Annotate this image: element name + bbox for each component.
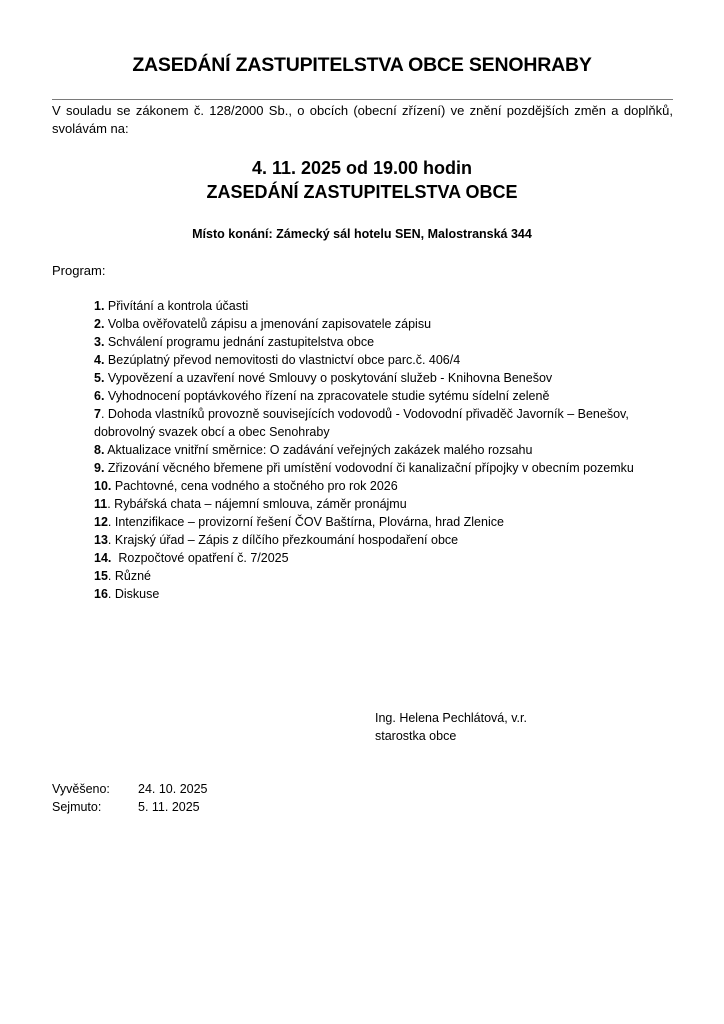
- agenda-item-number: 1.: [94, 299, 105, 313]
- agenda-item-number: 5.: [94, 371, 105, 385]
- removed-row: [52, 798, 208, 816]
- agenda-item-text: Intenzifikace – provizorní řešení ČOV Baštírna, Plovárna, hrad Zlenice: [111, 515, 504, 529]
- agenda-item-number: 12: [94, 515, 108, 529]
- agenda-item-text: Pachtovné, cena vodného a stočného pro rok 2026: [111, 479, 398, 493]
- agenda-item: [94, 477, 694, 495]
- agenda-item-number: 15: [94, 569, 108, 583]
- agenda-item-text: Schválení programu jednání zastupitelstva obce: [104, 335, 375, 349]
- title-divider: [52, 99, 673, 100]
- signatory-role: starostka obce: [375, 729, 457, 743]
- agenda-item-number: 11: [94, 497, 108, 511]
- agenda-item: [94, 441, 694, 459]
- agenda-list: [94, 297, 694, 603]
- meeting-place: Místo konání: Zámecký sál hotelu SEN, Malostranská 344: [192, 227, 532, 241]
- agenda-item: [94, 495, 694, 513]
- agenda-item: [94, 369, 694, 387]
- posted-label: Vyvěšeno:: [52, 782, 110, 796]
- agenda-item-number: 2.: [94, 317, 105, 331]
- agenda-item-number: 6.: [94, 389, 105, 403]
- agenda-item-text: Volba ověřovatelů zápisu a jmenování zapisovatele zápisu: [104, 317, 432, 331]
- posted-date: 24. 10. 2025: [138, 782, 208, 796]
- agenda-item: [94, 405, 684, 441]
- agenda-item: [94, 459, 694, 477]
- agenda-item: [94, 333, 694, 351]
- agenda-item-text: Krajský úřad – Zápis z dílčího přezkoumání hospodaření obce: [111, 533, 459, 547]
- agenda-item: [94, 567, 694, 585]
- meeting-date: 4. 11. 2025 od 19.00 hodin: [251, 158, 473, 178]
- agenda-item-text: Dohoda vlastníků provozně souvisejících vodovodů - Vodovodní přivaděč Javorník – Benešov, dobrovolný svazek obcí a obec Senohraby: [94, 407, 629, 439]
- agenda-item: [94, 585, 694, 603]
- agenda-item-number: 7: [94, 407, 101, 421]
- agenda-item: [94, 531, 694, 549]
- removed-date: 5. 11. 2025: [138, 800, 200, 814]
- agenda-item: [94, 549, 694, 567]
- signature-block: [375, 709, 527, 745]
- agenda-item-number: 9.: [94, 461, 105, 475]
- agenda-item-text: Diskuse: [111, 587, 160, 601]
- signatory-name: Ing. Helena Pechlátová, v.r.: [375, 711, 527, 725]
- agenda-item: [94, 315, 694, 333]
- agenda-item-text: Vypovězení a uzavření nové Smlouvy o poskytování služeb - Knihovna Benešov: [104, 371, 553, 385]
- agenda-item-text: Zřizování věcného břemene při umístění vodovodní či kanalizační přípojky v obecním pozemku: [104, 461, 634, 475]
- posted-row: [52, 780, 208, 798]
- agenda-item-number: 8.: [94, 443, 105, 457]
- agenda-item-text: Rybářská chata – nájemní smlouva, záměr pronájmu: [110, 497, 407, 511]
- intro-paragraph: V souladu se zákonem č. 128/2000 Sb., o obcích (obecní zřízení) ve znění pozdějších změn a doplňků, svolávám na:: [52, 103, 673, 136]
- agenda-item-separator: .: [107, 569, 112, 583]
- agenda-item-number: 10.: [94, 479, 112, 493]
- agenda-item: [94, 297, 694, 315]
- agenda-item-separator: .: [100, 407, 105, 421]
- agenda-item-number: 16: [94, 587, 108, 601]
- agenda-item-number: 14.: [94, 551, 112, 565]
- agenda-item-text: Vyhodnocení poptávkového řízení na zpracovatele studie sytému sídelní zeleně: [104, 389, 550, 403]
- agenda-item-separator: .: [107, 533, 112, 547]
- agenda-item-separator: .: [107, 587, 112, 601]
- program-label: Program:: [52, 263, 106, 278]
- agenda-item-separator: .: [107, 515, 112, 529]
- agenda-item-number: 3.: [94, 335, 105, 349]
- agenda-item-text: Rozpočtové opatření č. 7/2025: [111, 551, 289, 565]
- agenda-item-number: 4.: [94, 353, 105, 367]
- agenda-item-text: Bezúplatný převod nemovitosti do vlastnictví obce parc.č. 406/4: [104, 353, 461, 367]
- agenda-item-text: Přivítání a kontrola účasti: [104, 299, 249, 313]
- meeting-title: ZASEDÁNÍ ZASTUPITELSTVA OBCE: [206, 182, 518, 202]
- removed-label: Sejmuto:: [52, 800, 102, 814]
- agenda-item: [94, 351, 694, 369]
- posting-info: [52, 780, 208, 816]
- document-title: ZASEDÁNÍ ZASTUPITELSTVA OBCE SENOHRABY: [132, 54, 592, 76]
- agenda-item-separator: .: [107, 497, 111, 511]
- agenda-item-number: 13: [94, 533, 108, 547]
- agenda-item-text: Různé: [111, 569, 151, 583]
- agenda-item: [94, 513, 694, 531]
- agenda-item: [94, 387, 694, 405]
- agenda-item-text: Aktualizace vnitřní směrnice: O zadávání veřejných zakázek malého rozsahu: [104, 443, 533, 457]
